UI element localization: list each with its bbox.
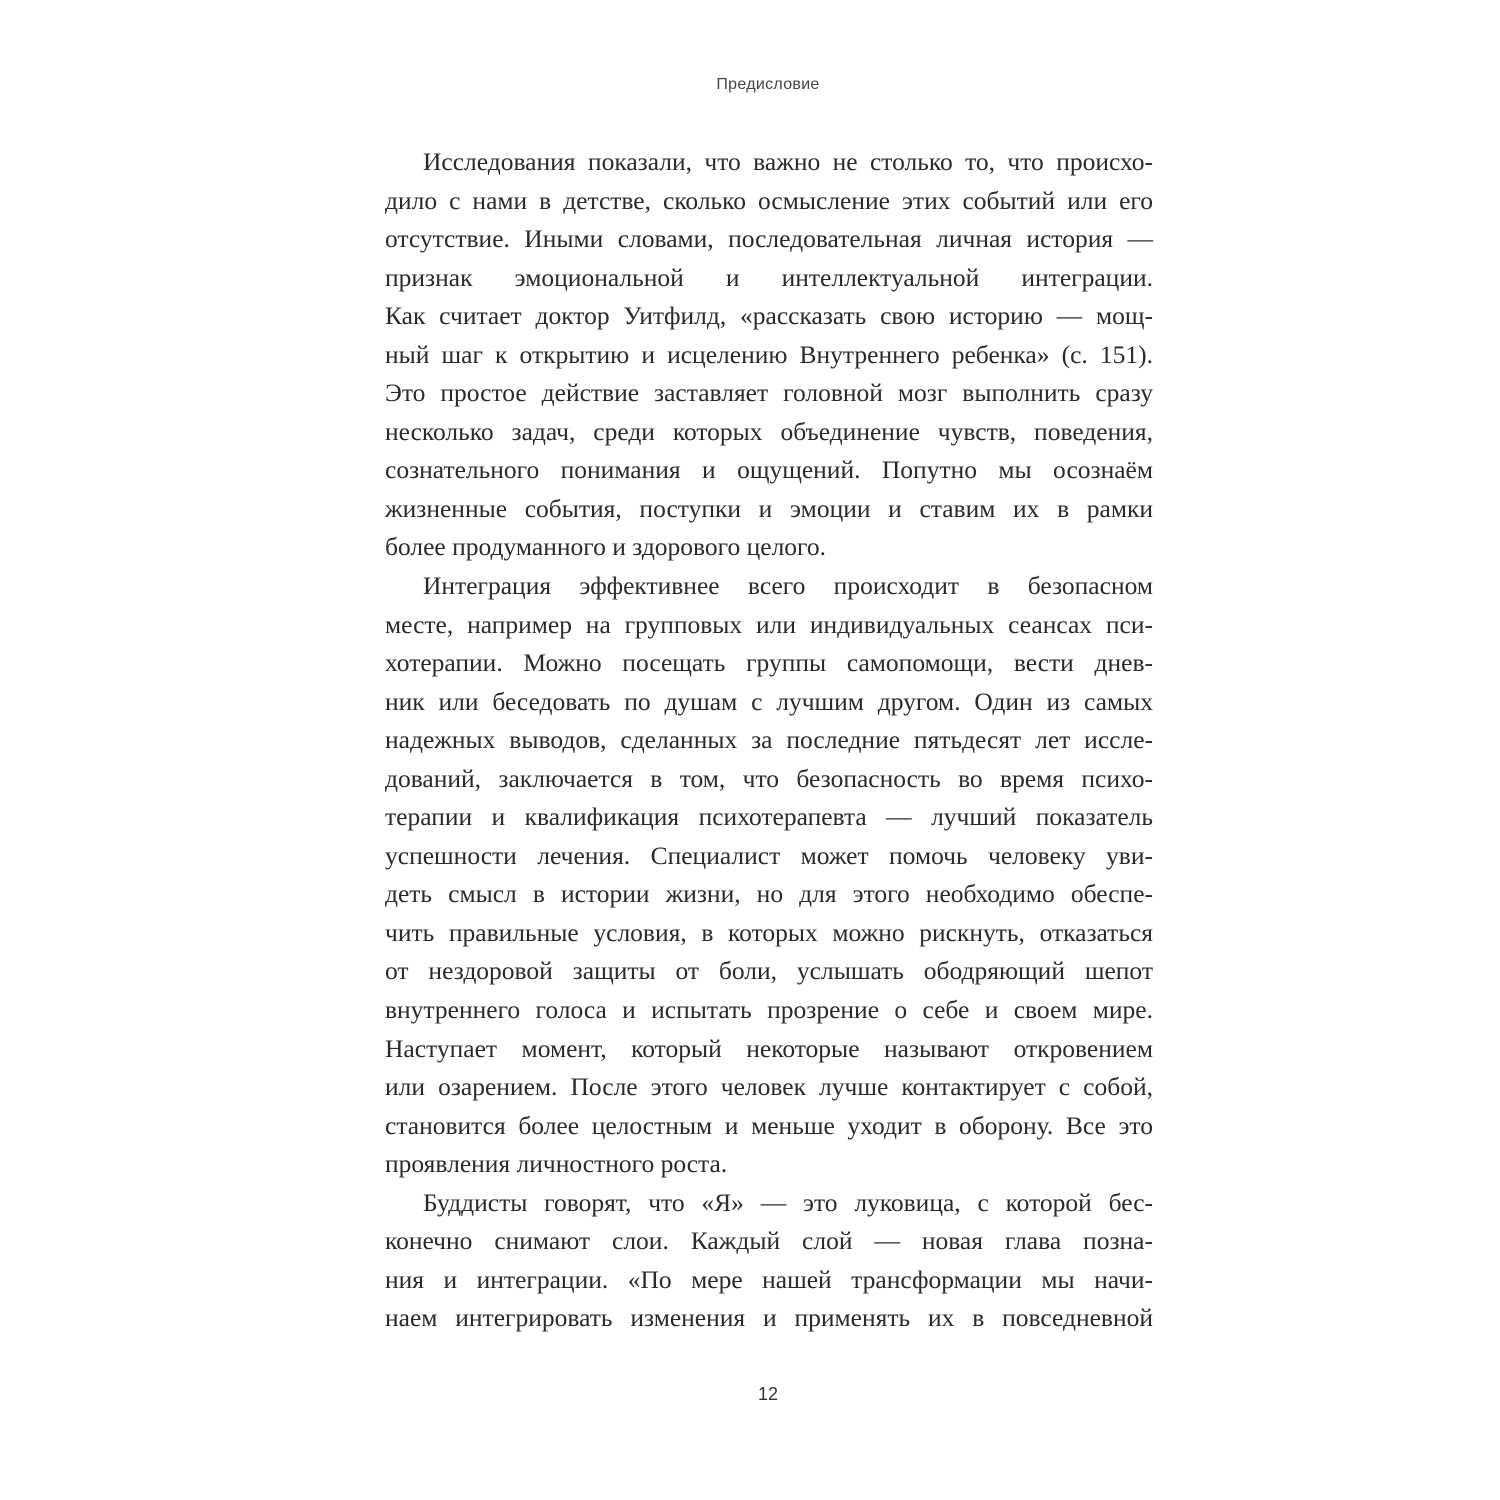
running-head: Предисловие xyxy=(716,76,820,93)
text-line: более продуманного и здорового целого. xyxy=(385,532,827,562)
text-line: ный шаг к открытию и исцелению Внутреннего ребенка» (с. 151). xyxy=(385,339,1153,369)
text-line: деть смысл в истории жизни, но для этого необходимо обеспе- xyxy=(385,879,1153,909)
text-line: Это простое действие заставляет головной мозг выполнить сразу xyxy=(385,378,1153,408)
text-line: Исследования показали, что важно не столько то, что происхо- xyxy=(423,147,1153,176)
text-line: наем интегрировать изменения и применять их в повседневной xyxy=(385,1303,1153,1333)
text-line: проявления личностного роста. xyxy=(385,1149,728,1179)
text-line: сознательного понимания и ощущений. Попутно мы осознаём xyxy=(385,455,1153,485)
text-line: дило с нами в детстве, сколько осмысление этих событий или его xyxy=(385,185,1153,215)
text-line: ник или беседовать по душам с лучшим другом. Один из самых xyxy=(385,686,1153,716)
text-line: жизненные события, поступки и эмоции и ставим их в рамки xyxy=(385,493,1153,523)
page-number: 12 xyxy=(757,1384,779,1404)
text-line: чить правильные условия, в которых можно рискнуть, отказаться xyxy=(385,917,1153,947)
text-line: Как считает доктор Уитфилд, «рассказать свою историю — мощ- xyxy=(385,301,1153,331)
paragraph xyxy=(385,1184,1153,1338)
text-line: терапии и квалификация психотерапевта — лучший показатель xyxy=(385,802,1153,832)
text-line: становится более целостным и меньше уходит в оборону. Все это xyxy=(385,1110,1153,1140)
paragraph xyxy=(385,567,1153,1184)
text-line: или озарением. После этого человек лучше контактирует с собой, xyxy=(385,1072,1153,1102)
text-line: надежных выводов, сделанных за последние пятьдесят лет иссле- xyxy=(385,725,1153,755)
text-line: конечно снимают слои. Каждый слой — новая глава позна- xyxy=(385,1226,1153,1256)
text-line: хотерапии. Можно посещать группы самопомощи, вести днев- xyxy=(385,648,1153,678)
text-line: отсутствие. Иными словами, последовательная личная история — xyxy=(385,224,1153,254)
text-line: Наступает момент, который некоторые называют откровением xyxy=(385,1033,1153,1063)
text-line: от нездоровой защиты от боли, услышать ободряющий шепот xyxy=(385,956,1153,986)
text-line: Интеграция эффективнее всего происходит в безопасном xyxy=(423,571,1153,601)
text-line: успешности лечения. Специалист может помочь человеку уви- xyxy=(385,840,1153,870)
text-line: месте, например на групповых или индивидуальных сеансах пси- xyxy=(385,609,1153,639)
text-line: несколько задач, среди которых объединение чувств, поведения, xyxy=(385,416,1153,446)
text-line: Буддисты говорят, что «Я» — это луковица, с которой бес- xyxy=(423,1187,1153,1217)
text-line: дований, заключается в том, что безопасность во время психо- xyxy=(385,763,1153,793)
body-text xyxy=(385,143,1153,1338)
text-line: признак эмоциональной и интеллектуальной интеграции. xyxy=(385,262,1153,292)
text-line: ния и интеграции. «По мере нашей трансформации мы начи- xyxy=(385,1264,1153,1294)
paragraph xyxy=(385,143,1153,567)
text-line: внутреннего голоса и испытать прозрение о себе и своем мире. xyxy=(385,995,1153,1025)
